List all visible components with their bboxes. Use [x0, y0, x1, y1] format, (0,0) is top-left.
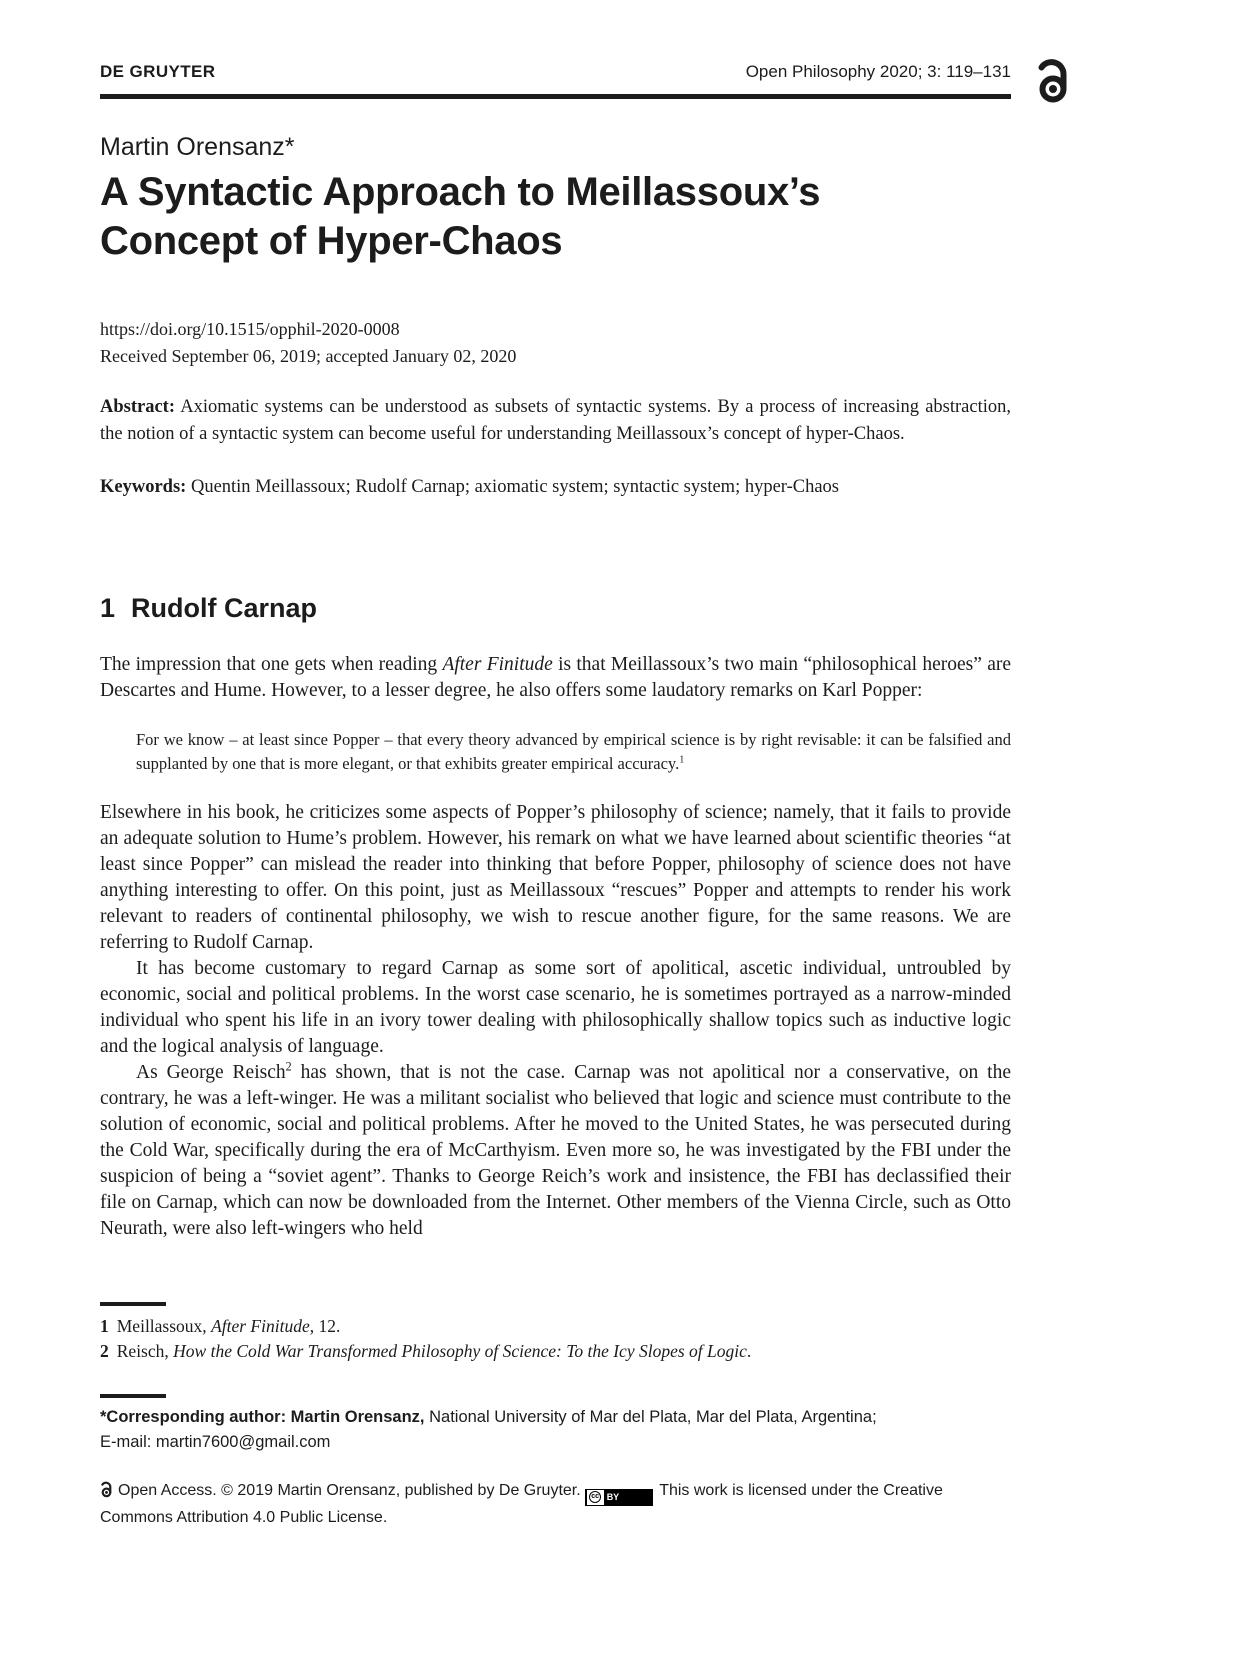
corresponding-author-line: [100, 1405, 1011, 1430]
keywords-text: Quentin Meillassoux; Rudolf Carnap; axiomatic system; syntactic system; hyper-Chaos: [190, 477, 840, 497]
paragraph-4-text-cont: has shown, that is not the case. Carnap was not apolitical nor a conservative, on the contrary, he was a left-winger. He was a militant socialist who believed that logic and science must contribute to the solution of economic, social and political problems. After he moved to the United States, he was persecuted during the Cold War, specifically during the era of McCarthyism. Even more so, he was investigated by the FBI under the suspicion of being a “soviet agent”. Thanks to George Reich’s work and insistence, the FBI has declassified their file on Carnap, which can now be downloaded from the Internet. Other members of the Vienna Circle, such as Otto Neurath, were also left-wingers who held: [100, 1062, 1011, 1239]
paragraph-4-text: As George Reisch: [136, 1062, 286, 1083]
paragraph-4: [100, 1060, 1011, 1242]
body-text: [100, 652, 1011, 1242]
license-text-pre: Open Access. © 2019 Martin Orensanz, published by De Gruyter.: [118, 1482, 581, 1499]
license-text-post: This work is licensed under the Creative Commons Attribution 4.0 Public License.: [100, 1482, 943, 1526]
license-footer: [100, 1479, 1011, 1530]
footnote-1-text-cont: , 12.: [309, 1316, 341, 1336]
keywords: [100, 474, 1011, 501]
book-title-italic: After Finitude: [442, 654, 553, 675]
email-line[interactable]: E-mail: martin7600@gmail.com: [100, 1433, 331, 1451]
cc-by-label: BY: [606, 1492, 620, 1502]
section-title: Rudolf Carnap: [131, 593, 318, 623]
footnote-2-number: 2: [100, 1341, 109, 1361]
footnote-1: [100, 1314, 1011, 1339]
footnote-1-text: Meillassoux,: [116, 1316, 212, 1336]
publisher-logo-text: DE GRUYTER: [100, 62, 216, 81]
footnote-ref-1: 1: [679, 754, 685, 766]
article-title: [100, 168, 1011, 266]
article-meta: [100, 316, 1011, 370]
footnote-2-text: Reisch,: [116, 1341, 174, 1361]
paragraph-1-text: The impression that one gets when reading: [100, 654, 443, 675]
journal-citation: Open Philosophy 2020; 3: 119–131: [745, 62, 1011, 81]
footnote-ref-2: 2: [285, 1059, 292, 1074]
block-quote: [136, 728, 1011, 776]
footnotes: [100, 1314, 1011, 1364]
doi-link[interactable]: https://doi.org/10.1515/opphil-2020-0008: [100, 319, 400, 339]
footnote-1-title-italic: After Finitude: [211, 1316, 310, 1336]
section-heading: [100, 593, 1011, 624]
corresponding-author-label: *Corresponding author: Martin Orensanz,: [100, 1408, 425, 1426]
cc-by-badge: [585, 1489, 654, 1506]
paragraph-1: [100, 652, 1011, 704]
footnote-2-title-italic: How the Cold War Transformed Philosophy of Science: To the Icy Slopes of Logic: [173, 1341, 747, 1361]
footnote-2: [100, 1339, 1011, 1364]
article-title-line2: Concept of Hyper-Chaos: [100, 219, 563, 263]
paragraph-2: Elsewhere in his book, he criticizes some aspects of Popper’s philosophy of science; namely, that it fails to provide an adequate solution to Hume’s problem. However, his remark on what we have learned about scientific theories “at least since Popper” can mislead the reader into thinking that before Popper, philosophy of science does not have anything interesting to offer. On this point, just as Meillassoux “rescues” Popper and attempts to render his work relevant to readers of continental philosophy, we wish to rescue another figure, for the same reasons. We are referring to Rudolf Carnap.: [100, 802, 1011, 953]
correspondence-rule: [100, 1394, 166, 1398]
paragraph-3: It has become customary to regard Carnap as some sort of apolitical, ascetic individual, untroubled by economic, social and political problems. In the worst case scenario, he is sometimes portrayed as a narrow-minded individual who spent his life in an ivory tower dealing with philosophically shallow topics such as inductive logic and the logical analysis of language.: [100, 958, 1011, 1057]
open-access-icon: [1035, 58, 1071, 104]
article-page: [100, 0, 1011, 1530]
author-name: Martin Orensanz*: [100, 133, 295, 161]
masthead: [100, 0, 1011, 82]
received-accepted-line: Received September 06, 2019; accepted January 02, 2020: [100, 346, 517, 366]
abstract-text: Axiomatic systems can be understood as subsets of syntactic systems. By a process of increasing abstraction, the notion of a syntactic system can become useful for understanding Meillassoux’s concept of hyper-Chaos.: [100, 397, 1011, 444]
block-quote-text: For we know – at least since Popper – that every theory advanced by empirical science is by right revisable: it can be falsified and supplanted by one that is more elegant, or that exhibits greater empirical accuracy.: [136, 730, 1011, 773]
masthead-rule: [100, 94, 1011, 99]
abstract-label: Abstract:: [100, 397, 176, 417]
cc-icon: cc: [587, 1490, 604, 1505]
paragraph-1-text-cont: is that Meillassoux’s two main “philosophical heroes” are Descartes and Hume. However, to a lesser degree, he also offers some laudatory remarks on Karl Popper:: [100, 654, 1011, 701]
section-number: 1: [100, 593, 116, 623]
cc-badge-filler: [622, 1490, 652, 1505]
article-title-line1: A Syntactic Approach to Meillassoux’s: [100, 170, 821, 214]
footnote-1-number: 1: [100, 1316, 109, 1336]
footnote-2-text-cont: .: [746, 1341, 752, 1361]
footnote-rule: [100, 1302, 166, 1306]
open-access-icon-small: [100, 1481, 113, 1498]
abstract: [100, 394, 1011, 448]
corresponding-author-affiliation: National University of Mar del Plata, Mar del Plata, Argentina;: [424, 1408, 877, 1426]
correspondence-block: [100, 1405, 1011, 1455]
keywords-label: Keywords:: [100, 477, 187, 497]
